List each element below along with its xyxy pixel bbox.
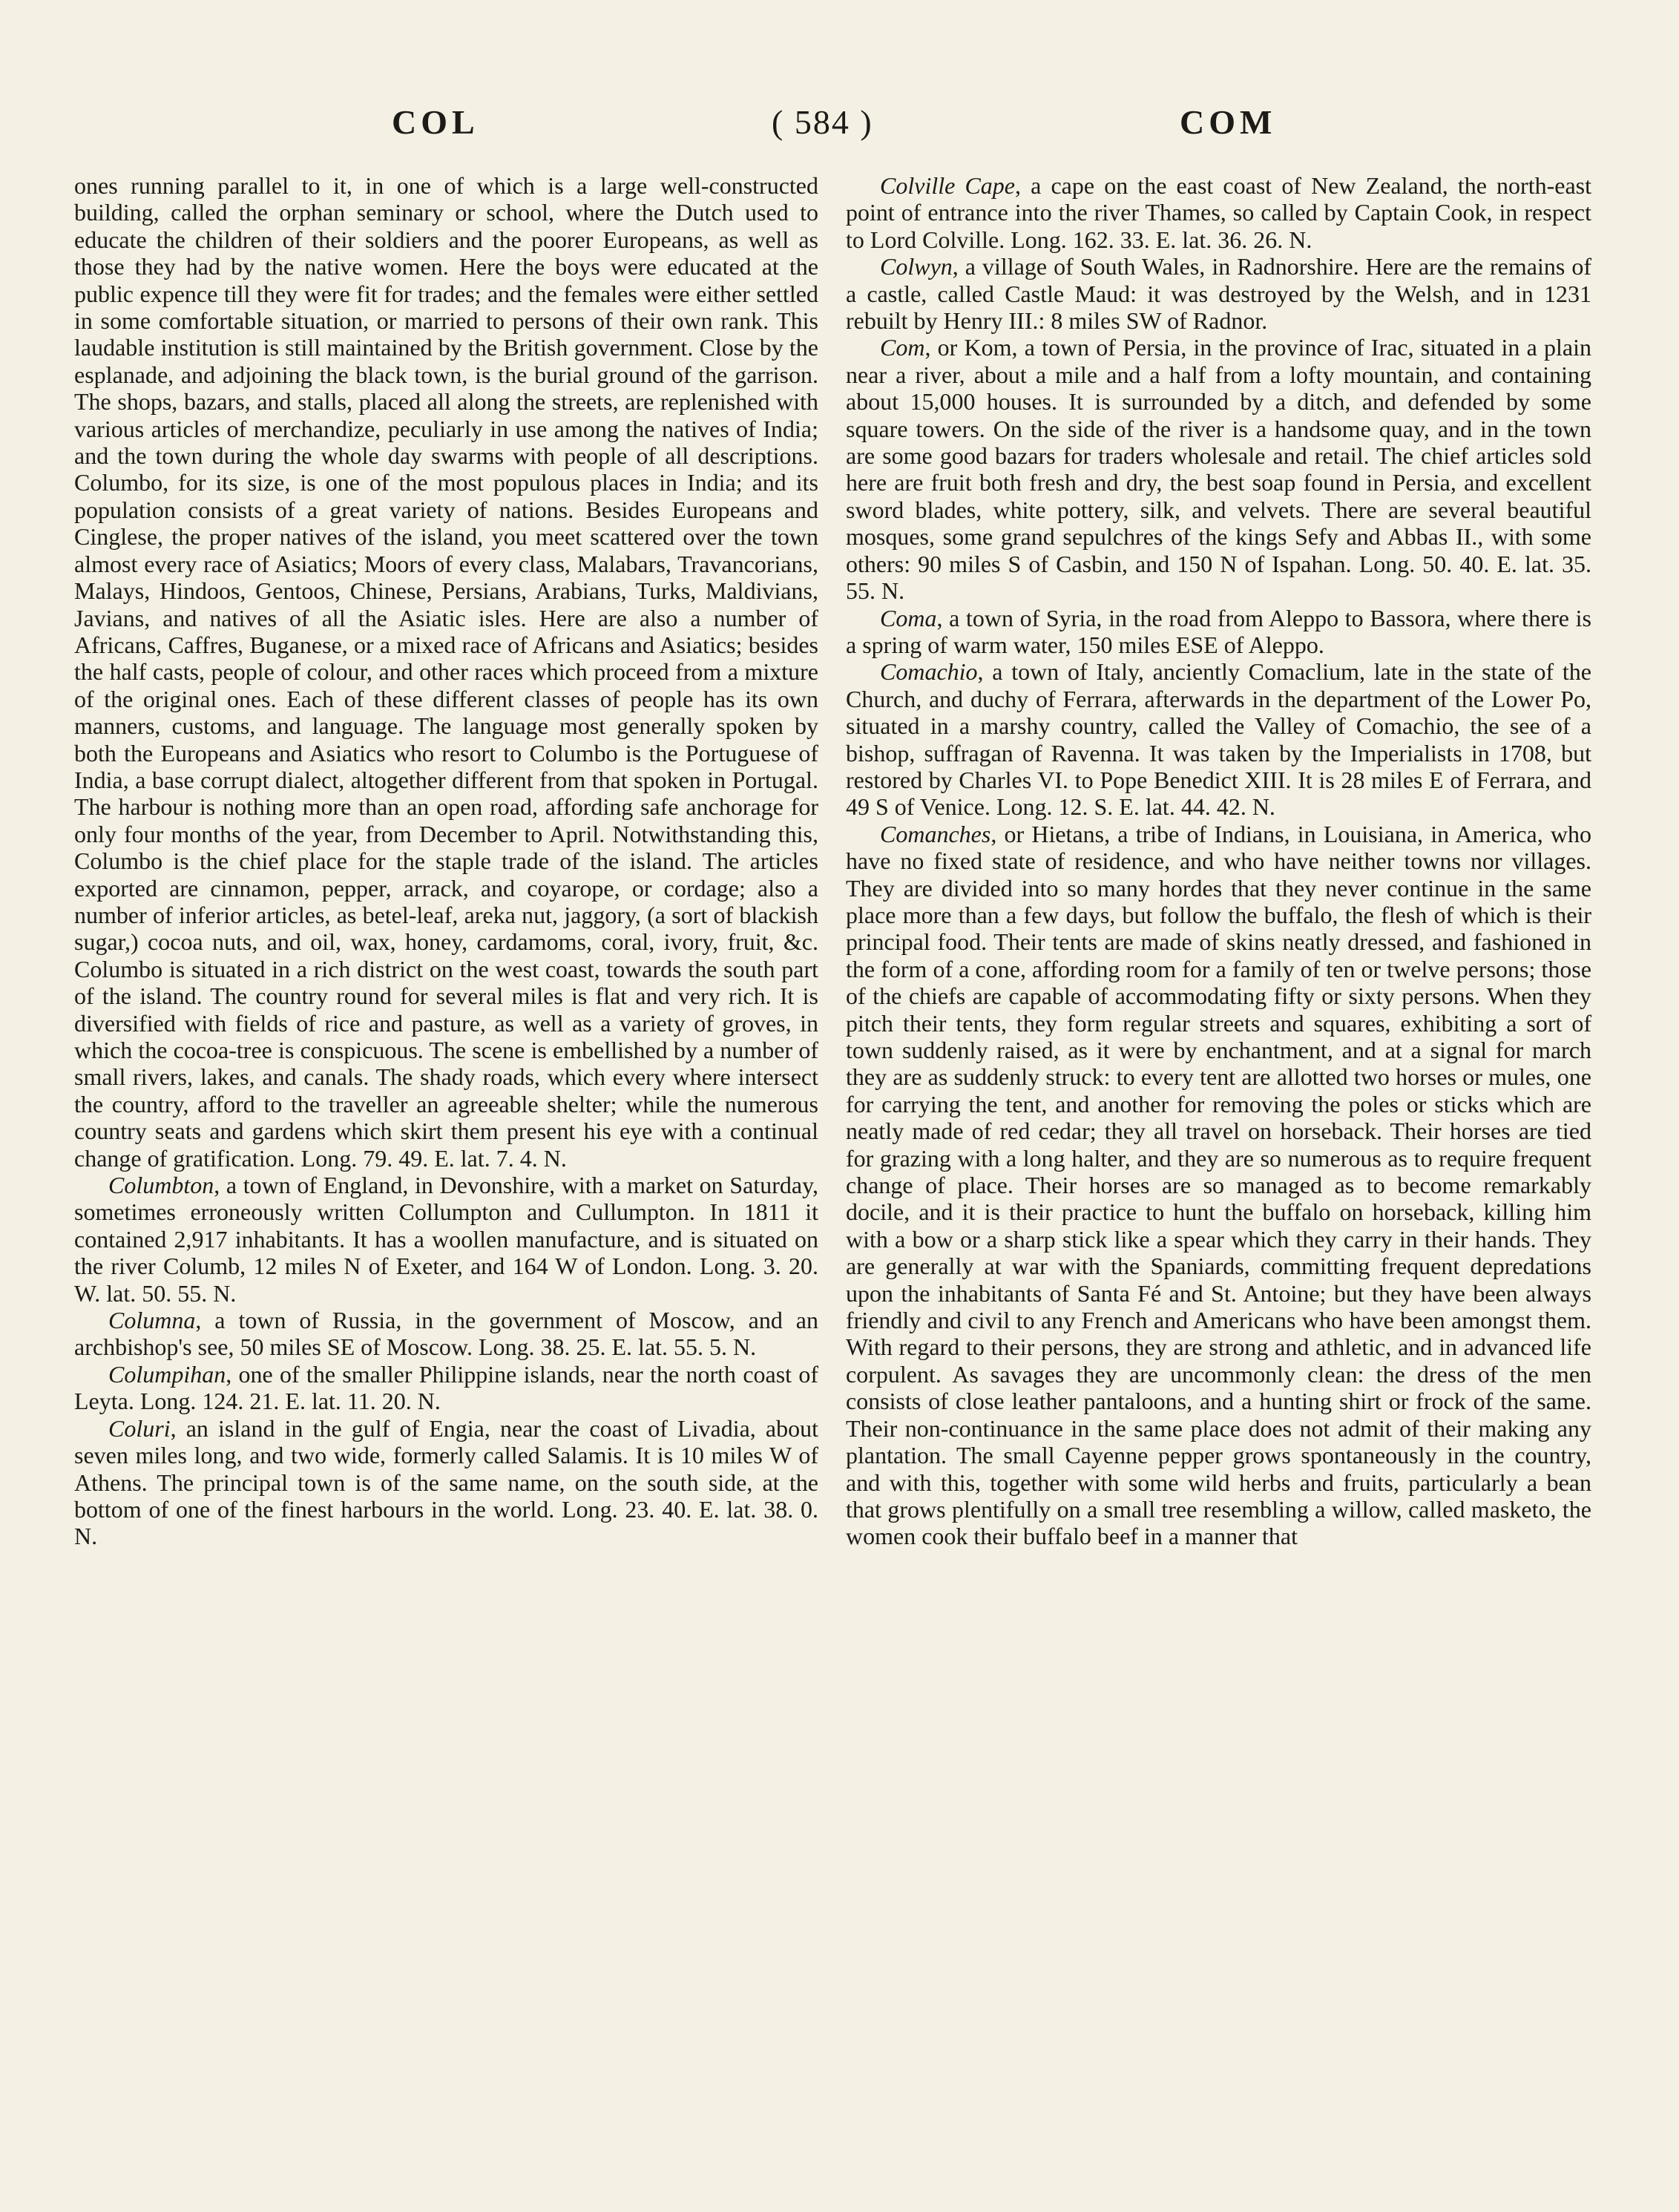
right-column: [846, 172, 1591, 1550]
entry-text: , a cape on the east coast of New Zealand, the north-east point of entrance into the river Thames, so called by Captain Cook, in respect to Lord Colville. Long. 162. 33. E. lat. 36. 26. N.: [846, 172, 1592, 253]
entry-title: Columbton: [108, 1172, 214, 1199]
entry-title: Comanches: [880, 820, 991, 847]
header-left-guide-word: COL: [392, 103, 479, 141]
entry-text: , a town of Italy, anciently Comaclium, late in the state of the Church, and duchy of Ferrara, afterwards in the department of the Lower Po, situated in a marshy country, called the Valley of Comachio, the see of a bishop, suffragan of Ravenna. It was taken by the Imperialists in 1708, but restored by Charles VI. to Pope Benedict XIII. It is 28 miles E of Ferrara, and 49 S of Venice. Long. 12. S. E. lat. 44. 42. N.: [846, 658, 1591, 821]
entry-text: , a town of England, in Devonshire, with a market on Saturday, sometimes erroneously written Collumpton and Cullumpton. In 1811 it contained 2,917 inhabitants. It has a woollen manufacture, and is situated on the river Columb, 12 miles N of Exeter, and 164 W of London. Long. 3. 20. W. lat. 50. 55. N.: [74, 1172, 818, 1307]
gazetteer-entry: [846, 172, 1591, 253]
entry-title: Comachio: [880, 658, 978, 686]
entry-continuation: [74, 172, 818, 1172]
entry-title: Com: [880, 334, 925, 361]
gazetteer-entry: [74, 1361, 818, 1415]
entry-text: , a town of Syria, in the road from Aleppo to Bassora, where there is a spring of warm water, 150 miles ESE of Aleppo.: [846, 604, 1591, 658]
entry-text: , a town of Russia, in the government of Moscow, and an archbishop's see, 50 miles SE of Moscow. Long. 38. 25. E. lat. 55. 5. N.: [74, 1307, 818, 1361]
entry-title: Coluri: [108, 1414, 171, 1442]
entry-title: Columna: [108, 1307, 196, 1334]
entry-title: Coma: [880, 604, 937, 631]
gazetteer-entry: [846, 821, 1591, 1550]
gazetteer-entry: [846, 605, 1591, 659]
gazetteer-entry: [846, 658, 1591, 820]
gazetteer-entry: [846, 334, 1591, 604]
gazetteer-entry: [74, 1172, 818, 1307]
entry-title: Columpihan: [108, 1360, 226, 1388]
entry-text: ones running parallel to it, in one of which is a large well-constructed building, called the orphan seminary or school, where the Dutch used to educate the children of their soldiers and the poorer Europeans, as well as those they had by the native women. Here the boys were educated at the public expence till they were fit for trades; and the females were either settled in some comfortable situation, or married to persons of their own rank. This laudable institution is still maintained by the British government. Close by the esplanade, and adjoining the black town, is the burial ground of the garrison. The shops, bazars, and stalls, placed all along the streets, are replenished with various articles of merchandize, peculiarly in use among the natives of India; and the town during the whole day swarms with people of all descriptions. Columbo, for its size, is one of the most populous places in India; and its population consists of a great variety of nations. Besides Europeans and Cinglese, the proper natives of the island, you meet scattered over the town almost every race of Asiatics; Moors of every class, Malabars, Travancorians, Malays, Hindoos, Gentoos, Chinese, Persians, Arabians, Turks, Maldivians, Javians, and natives of all the Asiatic isles. Here are also a number of Africans, Caffres, Buganese, or a mixed race of Africans and Asiatics; besides the half casts, people of colour, and other races which proceed from a mixture of the original ones. Each of these different classes of people has its own manners, customs, and language. The language most generally spoken by both the Europeans and Asiatics who resort to Columbo is the Portuguese of India, a base corrupt dialect, altogether different from that spoken in Portugal. The harbour is nothing more than an open road, affording safe anchorage for only four months of the year, from December to April. Notwithstanding this, Columbo is the chief place for the staple trade of the island. The articles exported are cinnamon, pepper, arrack, and coyarope, or cordage; also a number of inferior articles, as betel-leaf, areka nut, jaggory, (a sort of blackish sugar,) cocoa nuts, and oil, wax, honey, cardamoms, coral, ivory, fruit, &c. Columbo is situated in a rich district on the west coast, towards the south part of the island. The country round for several miles is flat and very rich. It is diversified with fields of rice and pasture, as well as a variety of groves, in which the cocoa-tree is conspicuous. The scene is embellished by a number of small rivers, lakes, and canals. The shady roads, which every where intersect the country, afford to the traveller an agreeable shelter; while the numerous country seats and gardens which skirt them present his eye with a continual change of gratification. Long. 79. 49. E. lat. 7. 4. N.: [74, 172, 818, 1172]
gazetteer-entry: [846, 253, 1591, 334]
entry-text: , or Kom, a town of Persia, in the province of Irac, situated in a plain near a river, about a mile and a half from a lofty mountain, and containing about 15,000 houses. It is surrounded by a ditch, and defended by some square towers. On the side of the river is a handsome quay, and in the town are some good bazars for traders wholesale and retail. The chief articles sold here are fruit both fresh and dry, the best soap found in Persia, and excellent sword blades, white pottery, silk, and velvets. There are several beautiful mosques, some grand sepulchres of the kings Sefy and Abbas II., with some others: 90 miles S of Casbin, and 150 N of Ispahan. Long. 50. 40. E. lat. 35. 55. N.: [846, 334, 1591, 605]
entry-text: , an island in the gulf of Engia, near the coast of Livadia, about seven miles long, and two wide, formerly called Salamis. It is 10 miles W of Athens. The principal town is of the same name, on the south side, at the bottom of one of the finest harbours in the world. Long. 23. 40. E. lat. 38. 0. N.: [74, 1414, 818, 1550]
gazetteer-entry: [74, 1415, 818, 1550]
page-number: ( 584 ): [772, 103, 873, 141]
gazetteer-entry: [74, 1307, 818, 1361]
entry-title: Colwyn: [880, 253, 953, 280]
running-header: [0, 102, 1679, 154]
entry-text: , a village of South Wales, in Radnorshire. Here are the remains of a castle, called Castle Maud: it was destroyed by the Welsh, and in 1231 rebuilt by Henry III.: 8 miles SW of Radnor.: [846, 253, 1591, 335]
left-column: [74, 172, 818, 1550]
header-right-guide-word: COM: [1180, 103, 1277, 141]
entry-text: , or Hietans, a tribe of Indians, in Louisiana, in America, who have no fixed state of residence, and who have neither towns nor villages. They are divided into so many hordes that they never continue in the same place more than a few days, but follow the buffalo, the flesh of which is their principal food. Their tents are made of skins neatly dressed, and fashioned in the form of a cone, affording room for a family of ten or twelve persons; those of the chiefs are capable of accommodating fifty or sixty persons. When they pitch their tents, they form regular streets and squares, exhibiting a sort of town suddenly raised, as it were by enchantment, and at a signal for march they are as suddenly struck: to every tent are allotted two horses or mules, one for carrying the tent, and another for removing the poles or sticks which are neatly made of red cedar; they all travel on horseback. Their horses are tied for grazing with a long halter, and they are so numerous as to require frequent change of place. Their horses are so managed as to become remarkably docile, and it is their practice to hunt the buffalo on horseback, killing him with a bow or a sharp stick like a spear which they carry in their hands. They are generally at war with the Spaniards, committing frequent depredations upon the inhabitants of Santa Fé and St. Antoine; but they have been always friendly and civil to any French and Americans who have been amongst them. With regard to their persons, they are strong and athletic, and in advanced life corpulent. As savages they are uncommonly clean: the dress of the men consists of close leather pantaloons, and a hunting shirt or frock of the same. Their non-continuance in the same place does not admit of their making any plantation. The small Cayenne pepper grows spontaneously in the country, and with this, together with some wild herbs and fruits, particularly a bean that grows plentifully on a small tree resembling a willow, called masketo, the women cook their buffalo beef in a manner that: [846, 820, 1591, 1550]
entry-text: , one of the smaller Philippine islands, near the north coast of Leyta. Long. 124. 21. E. lat. 11. 20. N.: [74, 1360, 818, 1415]
entry-title: Colville Cape: [880, 172, 1015, 199]
